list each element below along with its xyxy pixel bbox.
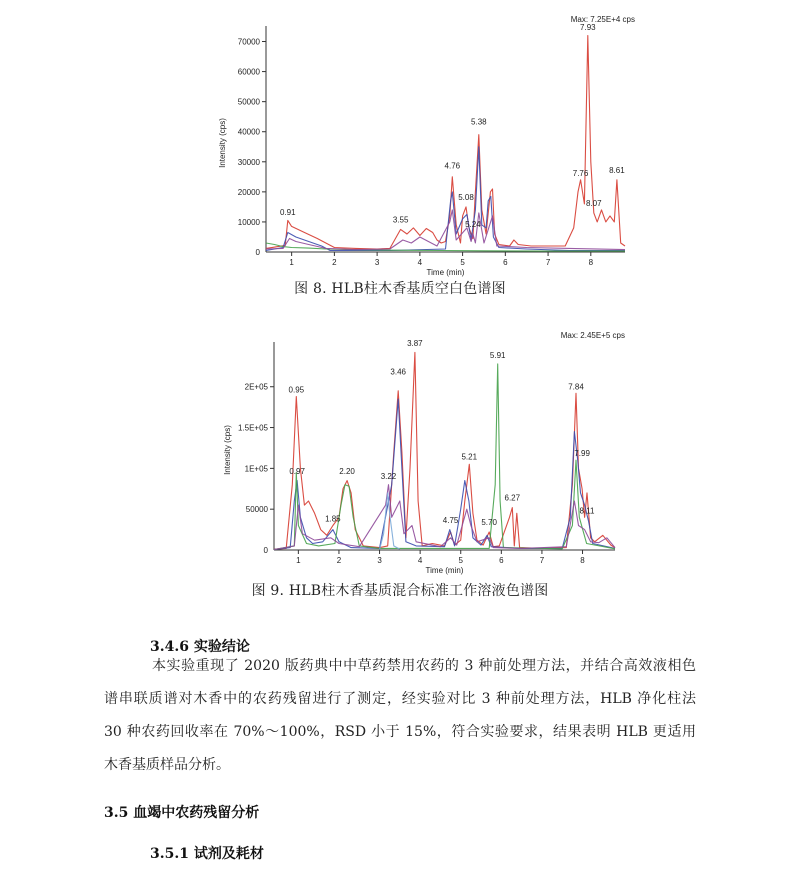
peak-label: 7.84 (568, 382, 584, 392)
peak-label: 0.91 (280, 207, 296, 217)
chromatogram-figure-8 (0, 0, 800, 300)
series-line-red (266, 36, 625, 250)
peak-label: 5.24 (465, 219, 481, 229)
peak-label: 5.38 (471, 117, 487, 127)
y-tick-label: 0 (263, 546, 268, 555)
y-tick-label: 1.5E+05 (237, 423, 268, 433)
peak-label: 8.11 (579, 506, 595, 516)
x-tick-label: 5 (460, 258, 465, 267)
paragraph-line: 本实验重现了 2020 版药典中中草药禁用农药的 3 种前处理方法，并结合高效液相色 (152, 658, 696, 674)
y-tick-label: 2E+05 (244, 382, 268, 392)
chromatogram-figure-9 (0, 322, 800, 602)
peak-label: 6.27 (504, 493, 521, 503)
section-heading-3-5-1: 3.5.1 试剂及耗材 (150, 846, 264, 862)
peak-label: 4.76 (444, 161, 461, 171)
series-line-purple (266, 207, 625, 250)
x-tick-label: 6 (499, 556, 504, 565)
y-tick-label: 50000 (237, 97, 260, 107)
x-tick-label: 2 (332, 258, 337, 267)
figure-8 (0, 0, 800, 300)
peak-label: 0.95 (288, 385, 305, 395)
section-heading-3-5: 3.5 血竭中农药残留分析 (104, 805, 260, 821)
y-tick-label: 30000 (237, 157, 260, 167)
section-heading-3-4-6: 3.4.6 实验结论 (150, 639, 250, 655)
peak-label: 5.70 (481, 517, 497, 527)
paragraph-line: 30 种农药回收率在 70%～100%，RSD 小于 15%，符合实验要求，结果表明 HLB 更适用 (104, 724, 696, 740)
x-tick-label: 1 (296, 556, 301, 565)
peak-label: 7.93 (580, 23, 596, 32)
x-axis-label: Time (min) (425, 566, 464, 575)
peak-label: 2.20 (339, 467, 355, 477)
y-tick-label: 1E+05 (244, 464, 268, 474)
peak-label: 5.21 (461, 452, 478, 462)
y-tick-label: 60000 (237, 67, 260, 77)
peak-label: 4.75 (442, 516, 459, 526)
x-tick-label: 7 (539, 556, 545, 565)
peak-label: 8.61 (609, 165, 625, 175)
x-tick-label: 5 (458, 556, 463, 565)
paragraph-line: 木香基质样品分析。 (104, 757, 230, 773)
x-tick-label: 4 (417, 556, 423, 565)
y-axis-label: Intensity (cps) (223, 425, 232, 475)
y-tick-label: 50000 (245, 505, 268, 515)
figure-8-caption: 图 8. HLB柱木香基质空白色谱图 (294, 281, 506, 297)
peak-label: 5.08 (458, 192, 474, 202)
x-tick-label: 2 (336, 556, 342, 565)
max-intensity-label: Max: 7.25E+4 cps (570, 15, 635, 24)
peak-label: 7.76 (572, 168, 589, 178)
y-tick-label: 10000 (237, 217, 260, 227)
y-tick-label: 0 (255, 248, 260, 257)
y-tick-label: 40000 (237, 127, 260, 137)
peak-label: 3.55 (392, 215, 409, 225)
y-tick-label: 20000 (237, 187, 260, 197)
figure-9 (0, 322, 800, 602)
peak-label: 0.97 (289, 467, 305, 477)
section-3-4-6-paragraph (104, 650, 696, 782)
peak-label: 8.07 (586, 198, 602, 208)
x-tick-label: 6 (503, 258, 508, 267)
figure-9-caption: 图 9. HLB柱木香基质混合标准工作溶液色谱图 (251, 583, 549, 599)
x-tick-label: 7 (545, 258, 551, 267)
peak-label: 3.87 (407, 339, 423, 348)
x-tick-label: 4 (417, 258, 423, 267)
peak-label: 3.22 (380, 472, 397, 482)
x-tick-label: 8 (588, 258, 594, 267)
x-tick-label: 8 (580, 556, 585, 565)
peak-label: 1.85 (325, 514, 341, 524)
x-tick-label: 1 (289, 258, 294, 267)
y-axis-label: Intensity (cps) (218, 118, 227, 168)
series-line-blue (274, 399, 615, 550)
peak-label: 7.99 (574, 449, 590, 459)
x-axis-label: Time (min) (426, 268, 465, 277)
max-intensity-label: Max: 2.45E+5 cps (560, 331, 625, 340)
peak-label: 5.91 (489, 351, 506, 361)
peak-label: 3.46 (390, 367, 407, 377)
paragraph-line: 谱串联质谱对木香中的农药残留进行了测定，经实验对比 3 种前处理方法，HLB 净化柱法 (104, 691, 696, 707)
y-tick-label: 70000 (237, 37, 260, 47)
x-tick-label: 3 (377, 556, 382, 565)
x-tick-label: 3 (374, 258, 380, 267)
